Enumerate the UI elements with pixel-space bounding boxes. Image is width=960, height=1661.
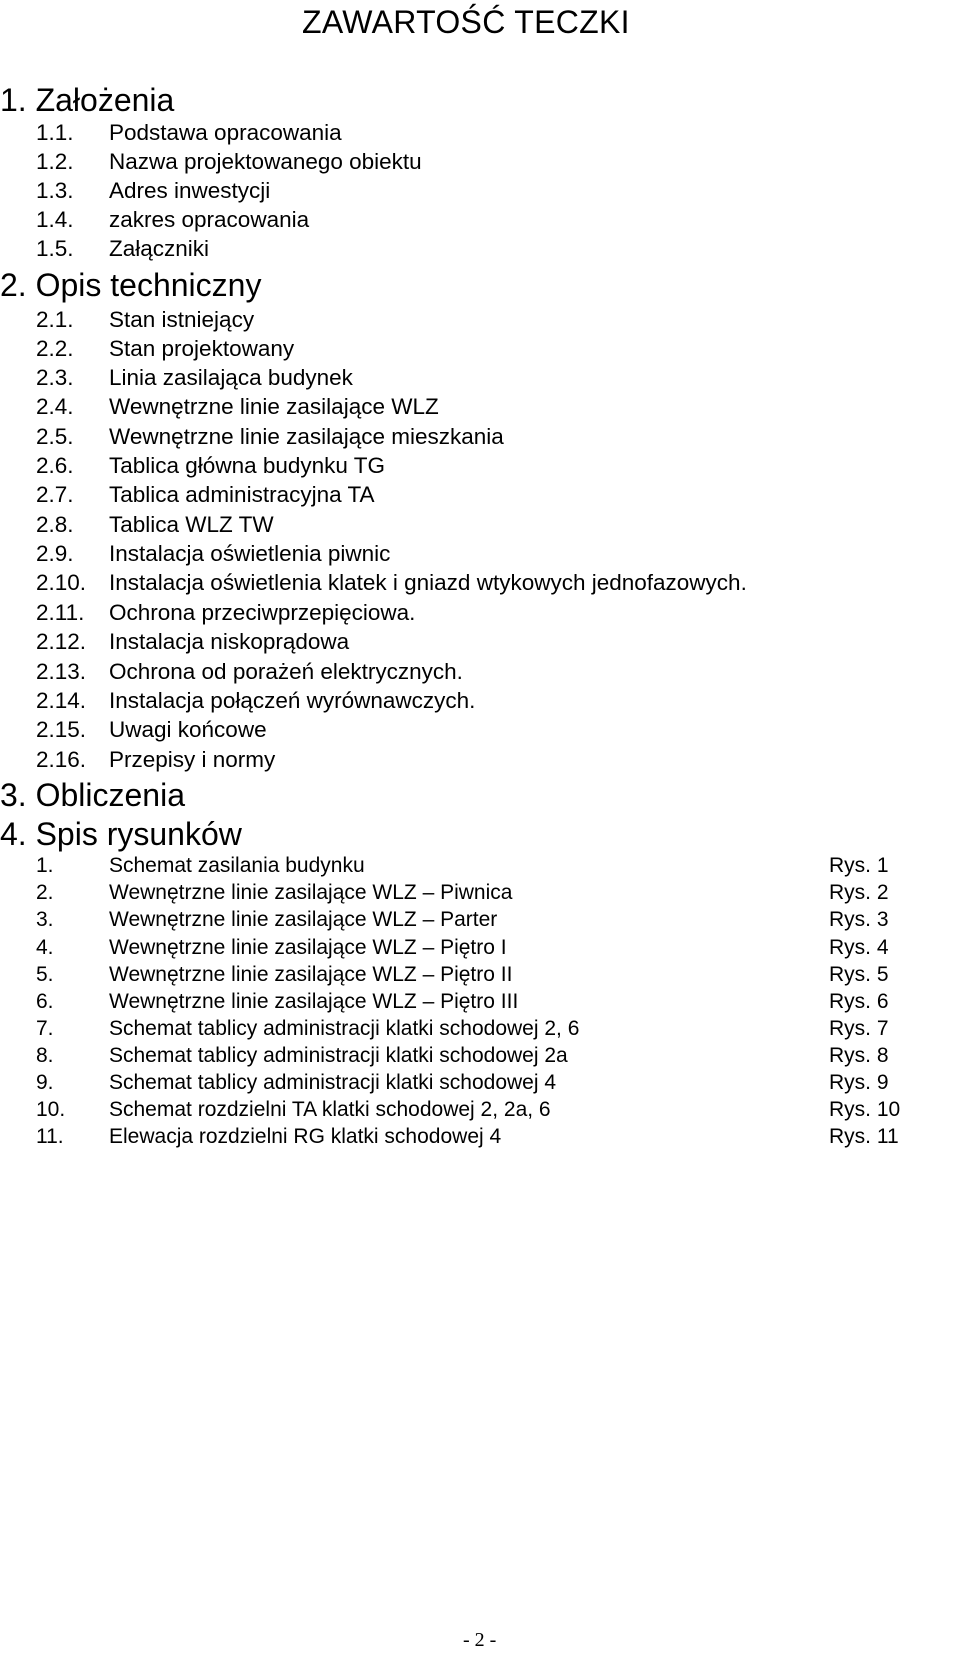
item-text: zakres opracowania — [109, 207, 310, 232]
drawing-list-item — [0, 879, 960, 907]
drawing-title: Wewnętrzne linie zasilające WLZ – Piętro III — [109, 990, 519, 1013]
section-heading-4: 4. Spis rysunków — [0, 816, 242, 852]
item-number: 2.16. — [36, 747, 87, 772]
drawing-number: 10. — [36, 1098, 66, 1121]
drawing-reference: Rys. 7 — [829, 1017, 889, 1040]
drawing-title: Wewnętrzne linie zasilające WLZ – Piętro II — [109, 963, 513, 986]
item-number: 2.7. — [36, 482, 74, 507]
item-text: Stan istniejący — [109, 307, 255, 332]
item-number: 2.2. — [36, 336, 74, 361]
item-number: 2.1. — [36, 307, 74, 332]
section-heading-1: 1. Założenia — [0, 82, 175, 118]
drawing-number: 3. — [36, 908, 54, 931]
item-number: 1.4. — [36, 207, 74, 232]
drawing-title: Schemat tablicy administracji klatki schodowej 2, 6 — [109, 1017, 580, 1040]
item-text: Załączniki — [109, 236, 210, 261]
drawing-number: 8. — [36, 1044, 54, 1067]
drawing-list-item — [0, 1042, 960, 1070]
item-text: Instalacja oświetlenia piwnic — [109, 541, 391, 566]
drawing-list-item — [0, 1015, 960, 1043]
page-number: - 2 - — [463, 1629, 497, 1651]
item-text: Wewnętrzne linie zasilające WLZ — [109, 394, 439, 419]
drawing-reference: Rys. 1 — [829, 854, 889, 877]
item-number: 2.13. — [36, 659, 87, 684]
item-text: Linia zasilająca budynek — [109, 365, 353, 390]
item-number: 2.4. — [36, 394, 74, 419]
drawing-list-item — [0, 906, 960, 934]
drawing-number: 5. — [36, 963, 54, 986]
drawing-reference: Rys. 2 — [829, 881, 889, 904]
drawing-title: Schemat tablicy administracji klatki schodowej 4 — [109, 1071, 557, 1094]
item-number: 2.15. — [36, 717, 87, 742]
drawing-number: 1. — [36, 854, 54, 877]
drawing-reference: Rys. 10 — [829, 1098, 901, 1121]
drawing-reference: Rys. 6 — [829, 990, 889, 1013]
drawing-list-item — [0, 1123, 960, 1151]
drawing-title: Elewacja rozdzielni RG klatki schodowej 4 — [109, 1125, 502, 1148]
drawing-title: Schemat tablicy administracji klatki schodowej 2a — [109, 1044, 568, 1067]
drawing-reference: Rys. 4 — [829, 936, 889, 959]
item-text: Nazwa projektowanego obiektu — [109, 149, 422, 174]
item-number: 2.12. — [36, 629, 87, 654]
item-number: 2.8. — [36, 512, 74, 537]
item-text: Uwagi końcowe — [109, 717, 267, 742]
item-number: 1.1. — [36, 120, 74, 145]
item-text: Stan projektowany — [109, 336, 295, 361]
drawing-list-item — [0, 1069, 960, 1097]
item-text: Ochrona od porażeń elektrycznych. — [109, 659, 463, 684]
drawing-title: Schemat zasilania budynku — [109, 854, 365, 877]
drawing-title: Wewnętrzne linie zasilające WLZ – Piwnica — [109, 881, 513, 904]
item-text: Instalacja oświetlenia klatek i gniazd wtykowych jednofazowych. — [109, 570, 747, 595]
drawing-list-item — [0, 852, 960, 880]
item-text: Podstawa opracowania — [109, 120, 342, 145]
drawing-reference: Rys. 5 — [829, 963, 889, 986]
item-number: 2.11. — [36, 600, 85, 625]
item-text: Tablica WLZ TW — [109, 512, 274, 537]
drawing-number: 4. — [36, 936, 54, 959]
section-heading-3: 3. Obliczenia — [0, 777, 185, 813]
item-text: Adres inwestycji — [109, 178, 271, 203]
drawing-list-item — [0, 988, 960, 1016]
item-number: 2.9. — [36, 541, 74, 566]
item-number: 2.6. — [36, 453, 74, 478]
item-text: Tablica administracyjna TA — [109, 482, 375, 507]
drawing-title: Schemat rozdzielni TA klatki schodowej 2, 2a, 6 — [109, 1098, 551, 1121]
item-number: 2.3. — [36, 365, 74, 390]
drawing-number: 6. — [36, 990, 54, 1013]
drawing-reference: Rys. 3 — [829, 908, 889, 931]
item-number: 1.3. — [36, 178, 74, 203]
drawing-title: Wewnętrzne linie zasilające WLZ – Piętro I — [109, 936, 507, 959]
drawing-list-item — [0, 934, 960, 962]
drawing-reference: Rys. 8 — [829, 1044, 889, 1067]
drawing-list-item — [0, 961, 960, 989]
item-number: 2.14. — [36, 688, 87, 713]
item-number: 1.5. — [36, 236, 74, 261]
document-title: ZAWARTOŚĆ TECZKI — [302, 4, 630, 40]
drawing-number: 11. — [36, 1125, 64, 1148]
drawing-reference: Rys. 11 — [829, 1125, 899, 1148]
item-text: Ochrona przeciwprzepięciowa. — [109, 600, 416, 625]
item-number: 2.5. — [36, 424, 74, 449]
drawing-list-item — [0, 1096, 960, 1124]
item-number: 1.2. — [36, 149, 74, 174]
drawing-number: 7. — [36, 1017, 54, 1040]
item-text: Instalacja niskoprądowa — [109, 629, 350, 654]
item-text: Wewnętrzne linie zasilające mieszkania — [109, 424, 504, 449]
drawing-number: 9. — [36, 1071, 54, 1094]
section-heading-2: 2. Opis techniczny — [0, 267, 262, 303]
item-text: Instalacja połączeń wyrównawczych. — [109, 688, 476, 713]
item-text: Tablica główna budynku TG — [109, 453, 385, 478]
drawing-number: 2. — [36, 881, 54, 904]
drawing-reference: Rys. 9 — [829, 1071, 889, 1094]
item-text: Przepisy i normy — [109, 747, 276, 772]
item-number: 2.10. — [36, 570, 87, 595]
drawing-title: Wewnętrzne linie zasilające WLZ – Parter — [109, 908, 498, 931]
